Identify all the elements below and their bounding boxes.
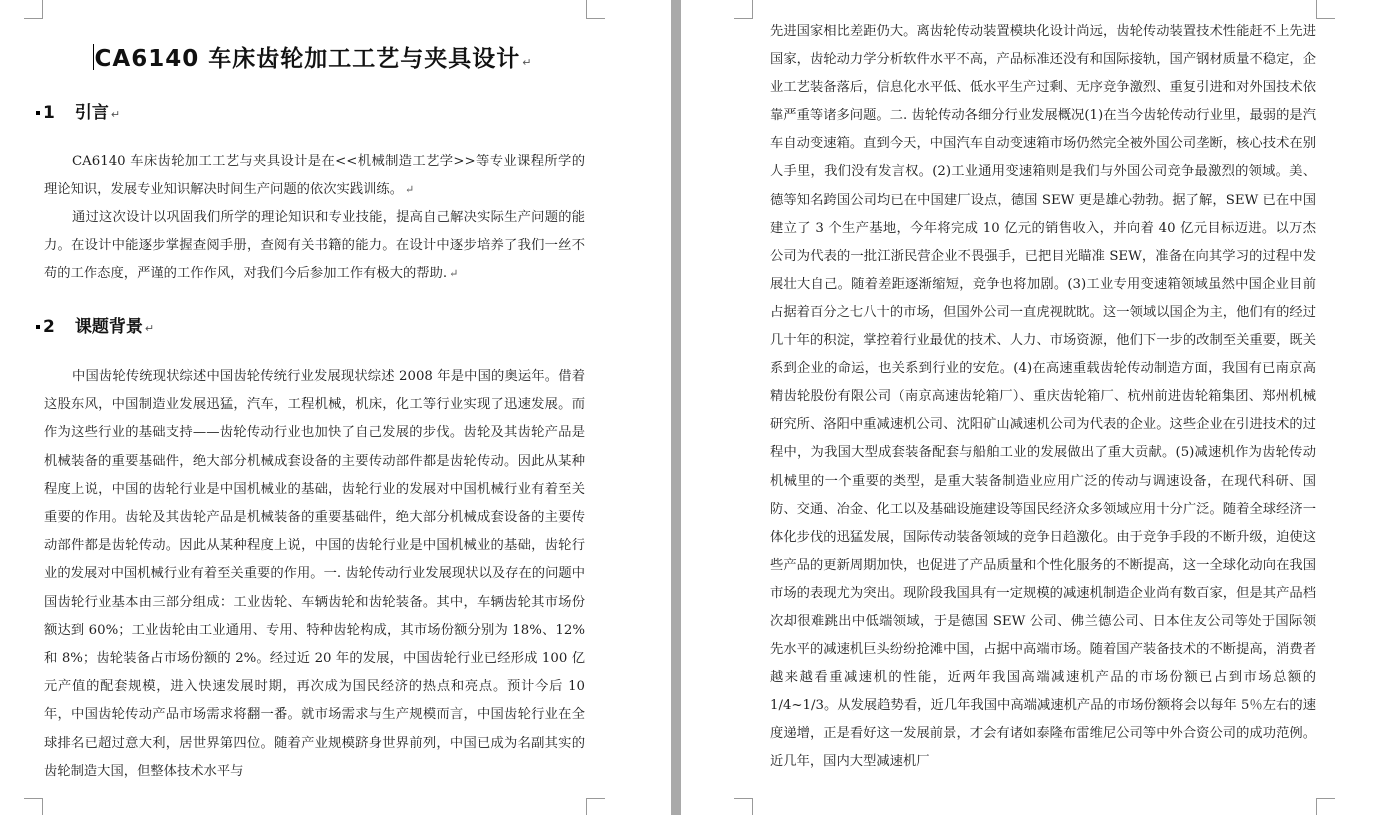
page-corner-marker [1316, 798, 1335, 815]
page-corner-marker [586, 0, 605, 19]
page-corner-marker [24, 798, 43, 815]
page-corner-marker [734, 798, 753, 815]
page-separator [671, 0, 681, 815]
paragraph-mark: ↵ [522, 56, 533, 69]
section-heading-background[interactable]: 2 课题背景 ↵ [36, 312, 154, 337]
page-corner-marker [586, 798, 605, 815]
text-cursor [93, 44, 94, 70]
paragraph-mark: ↵ [110, 108, 121, 121]
page-corner-marker [734, 0, 753, 19]
right-page [686, 0, 1398, 815]
left-page [0, 0, 668, 815]
section-heading-intro[interactable]: 1 引言 ↵ [36, 98, 120, 123]
intro-paragraph[interactable]: 通过这次设计以巩固我们所学的理论知识和专业技能，提高自己解决实际生产问题的能力。在设计中能逐步掌握查阅手册，查阅有关书籍的能力。在设计中逐步培养了我们一丝不苟的工作态度，严谨的工作作风，对我们今后参加工作有极大的帮助. ↵ [44, 210, 585, 282]
page-corner-marker [24, 0, 43, 19]
heading-bullet [36, 111, 40, 115]
paragraph-mark: ↵ [449, 267, 459, 281]
paragraph-mark: ↵ [405, 183, 415, 197]
page-corner-marker [1316, 0, 1335, 19]
intro-paragraph[interactable]: CA6140 车床齿轮加工工艺与夹具设计是在<<机械制造工艺学>>等专业课程所学的理论知识，发展专业知识解决时间生产问题的依次实践训练。 ↵ [44, 154, 585, 198]
continued-body-text[interactable]: 先进国家相比差距仍大。离齿轮传动装置模块化设计尚远，齿轮传动装置技术性能赶不上先进国家，齿轮动力学分析软件水平不高，产品标准还没有和国际接轨，国产钢材质量不稳定，企业工艺装备落后，信息化水平低、低水平生产过剩、无序竞争激烈、重复引进和对外国技术依靠严重等诸多问题。二. 齿轮传动各细分行业发展概况(1)在当今齿轮传动行业里，最弱的是汽车自动变速箱。直到今天，中国汽车自动变速箱市场仍然完全被外国公司垄断，核心技术在别人手里，我们没有发言权。(2)工业通用变速箱则是我们与外国公司竞争最激烈的领域。美、德等知名跨国公司均已在中国建厂设点，德国 SEW 更是雄心勃勃。据了解，SEW 已在中国建立了 3 个生产基地，今年将完成 10 亿元的销售收入，并向着 40 亿元目标迈进。以万杰公司为代表的一批江浙民营企业不畏强手，已把目光瞄准 SEW，准备在向其学习的过程中发展壮大自己。随着差距逐渐缩短，竞争也将加剧。(3)工业专用变速箱领域虽然中国企业目前占据着百分之七八十的市场，但国外公司一直虎视眈眈。这一领域以国企为主，他们有的经过几十年的积淀，掌控着行业最优的技术、人力、市场资源，他们下一步的改制至关重要，既关系到企业的命运，也关系到行业的安危。(4)在高速重载齿轮传动制造方面，我国有已南京高精齿轮股份有限公司（南京高速齿轮箱厂）、重庆齿轮箱厂、杭州前进齿轮箱集团、郑州机械研究所、洛阳中重减速机公司、沈阳矿山减速机公司为代表的企业。这些企业在引进技术的过程中，为我国大型成套装备配套与船舶工业的发展做出了重大贡献。(5)减速机作为齿轮传动机械里的一个重要的类型，是重大装备制造业应用广泛的传动与调速设备，在现代科研、国防、交通、冶金、化工以及基础设施建设等国民经济众多领域应用十分广泛。随着全球经济一体化步伐的迅猛发展，国际传动装备领域的竞争日趋激化。由于竞争手段的不断升级，迫使这些产品的更新周期加快，也促进了产品质量和个性化服务的不断提高，这一全球化动向在我国市场的表现尤为突出。现阶段我国具有一定规模的减速机制造企业尚有数百家，但是其产品档次却很难跳出中低端领域，于是德国 SEW 公司、佛兰德公司、日本住友公司等处于国际领先水平的减速机巨头纷纷抢滩中国，占据中高端市场。随着国产装备技术的不断提高，消费者越来越看重减速机的性能，近两年我国高端减速机产品的市场份额已占到市场总额的 1/4~1/3。从发展趋势看，近几年我国中高端减速机产品的市场份额将会以每年 5％左右的速度递增，正是看好这一发展前景，才会有诸如泰隆布雷维尼公司等中外合资公司的成功范例。近几年，国内大型减速机厂 [770, 24, 1316, 770]
heading-bullet [36, 325, 40, 329]
background-paragraph[interactable]: 中国齿轮传统现状综述中国齿轮传统行业发展现状综述 2008 年是中国的奥运年。借着这股东风，中国制造业发展迅猛，汽车，工程机械，机床，化工等行业实现了迅速发展。而作为这些行业的基础支持——齿轮传动行业也加快了自己发展的步伐。齿轮及其齿轮产品是机械装备的重要基础件，绝大部分机械成套设备的主要传动部件都是齿轮传动。因此从某种程度上说，中国的齿轮行业是中国机械业的基础，齿轮行业的发展对中国机械行业有着至关重要的作用。齿轮及其齿轮产品是机械装备的重要基础件，绝大部分机械成套设备的主要传动部件都是齿轮传动。因此从某种程度上说，中国的齿轮行业是中国机械业的基础，齿轮行业的发展对中国机械行业有着至关重要的作用。一. 齿轮传动行业发展现状以及存在的问题中国齿轮行业基本由三部分组成：工业齿轮、车辆齿轮和齿轮装备。其中，车辆齿轮其市场份额达到 60%；工业齿轮由工业通用、专用、特种齿轮构成，其市场份额分别为 18%、12%和 8%；齿轮装备占市场份额的 2%。经过近 20 年的发展，中国齿轮行业已经形成 100 亿元产值的配套规模，进入快速发展时期，再次成为国民经济的热点和亮点。预计今后 10 年，中国齿轮传动产品市场需求将翻一番。就市场需求与生产规模而言，中国齿轮行业在全球排名已超过意大利，居世界第四位。随着产业规模跻身世界前列，中国已成为名副其实的齿轮制造大国，但整体技术水平与 [44, 369, 585, 779]
document-title[interactable]: CA6140 车床齿轮加工工艺与夹具设计 ↵ [94, 46, 533, 72]
paragraph-mark: ↵ [144, 322, 155, 335]
page-gutter [668, 0, 686, 815]
